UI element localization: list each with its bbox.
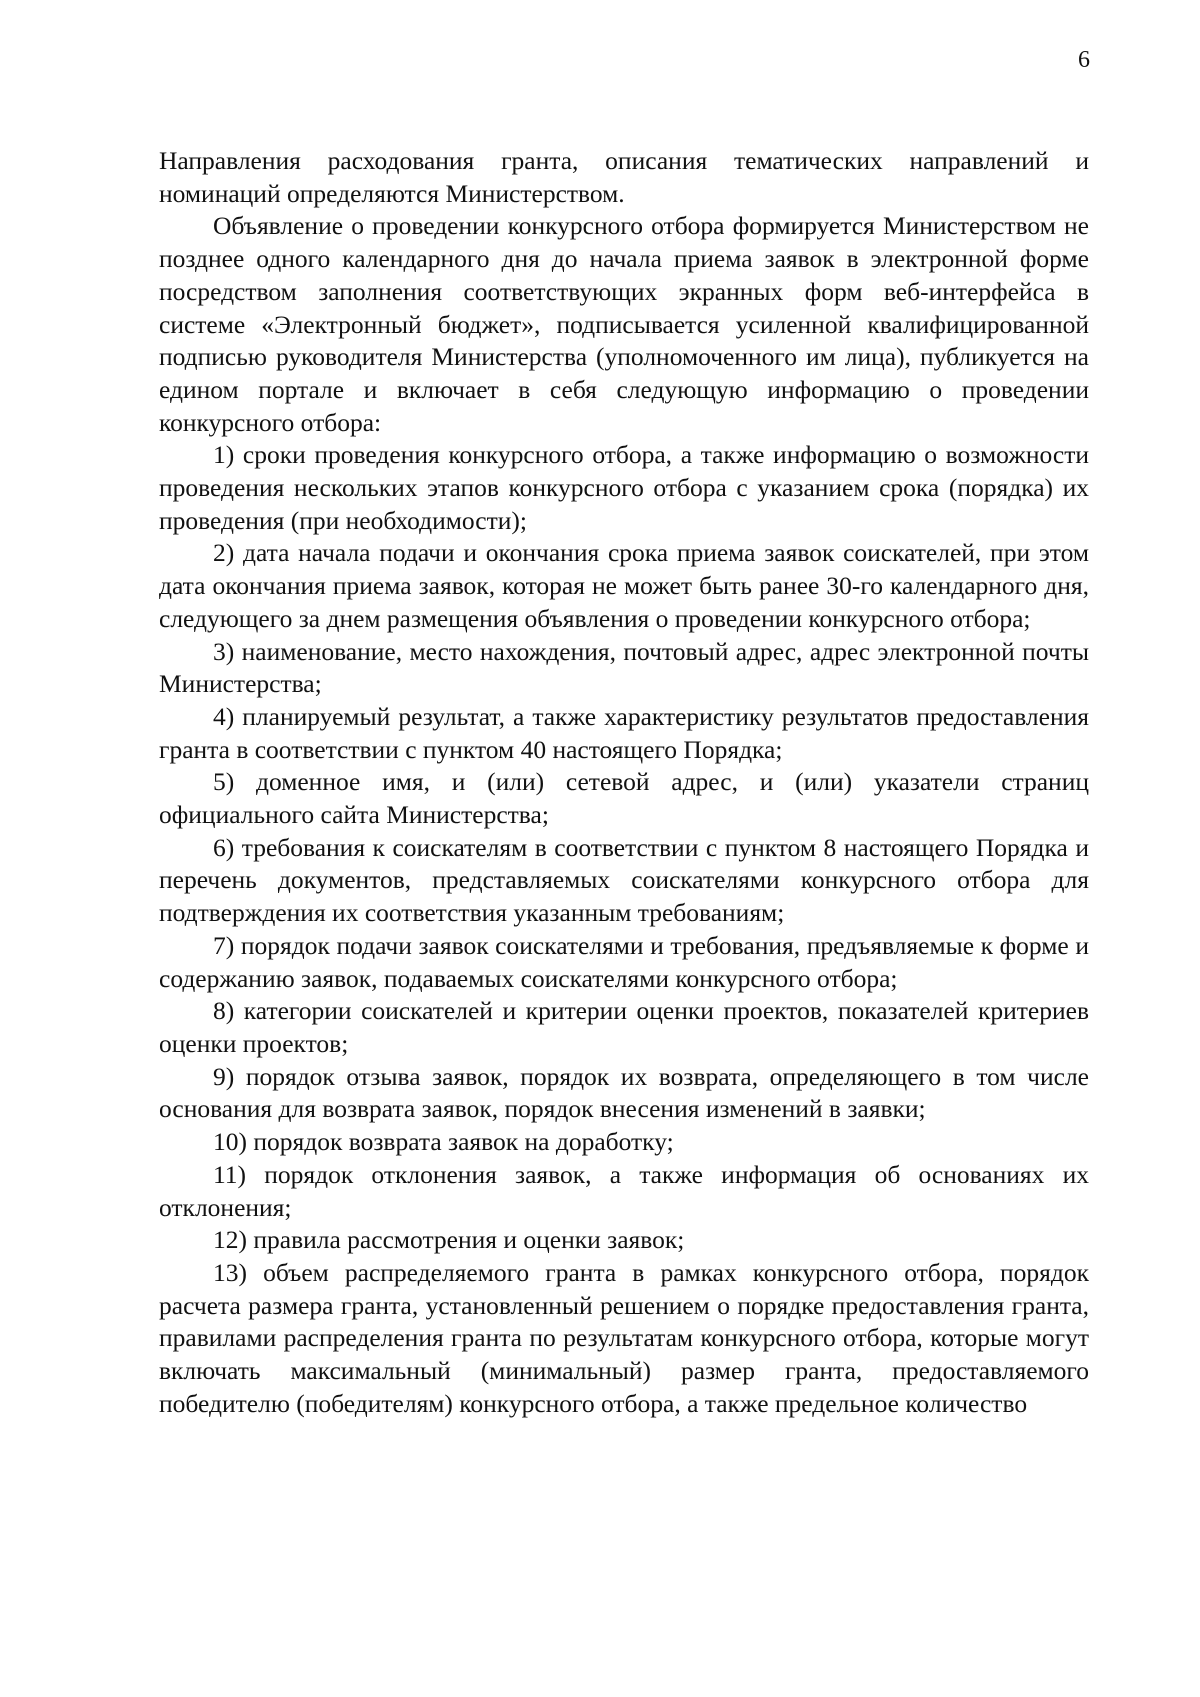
paragraph: 11) порядок отклонения заявок, а также информация об основаниях их отклонения; — [159, 1159, 1089, 1222]
paragraph: 1) сроки проведения конкурсного отбора, а также информацию о возможности проведения нескольких этапов конкурсного отбора с указанием срока (порядка) их проведения (при необходимости); — [159, 440, 1089, 535]
paragraph: 10) порядок возврата заявок на доработку; — [213, 1127, 674, 1157]
paragraph: 13) объем распределяемого гранта в рамках конкурсного отбора, порядок расчета размера гранта, установленный решением о порядке предоставления гранта, правилами распределения гранта по результатам конкурсного отбора, которые могут включать максимальный (минимальный) размер гранта, предоставляемого победителю (победителям) конкурсного отбора, а также предельное количество — [159, 1257, 1089, 1418]
paragraph: 6) требования к соискателям в соответствии с пунктом 8 настоящего Порядка и перечень документов, представляемых соискателями конкурсного отбора для подтверждения их соответствия указанным требованиям; — [159, 832, 1089, 928]
paragraph: Объявление о проведении конкурсного отбора формируется Министерством не позднее одного календарного дня до начала приема заявок в электронной форме посредством заполнения соответствующих экранных форм веб-интерфейса в системе «Электронный бюджет», подписывается усиленной квалифицированной подписью руководителя Министерства (уполномоченного им лица), публикуется на едином портале и включает в себя следующую информацию о проведении конкурсного отбора: — [159, 211, 1089, 437]
paragraph: 8) категории соискателей и критерии оценки проектов, показателей критериев оценки проектов; — [159, 996, 1089, 1058]
paragraph: 3) наименование, место нахождения, почтовый адрес, адрес электронной почты Министерства; — [159, 636, 1089, 699]
paragraph: 12) правила рассмотрения и оценки заявок; — [213, 1225, 685, 1255]
page-number: 6 — [1078, 47, 1090, 73]
paragraph: 2) дата начала подачи и окончания срока приема заявок соискателей, при этом дата окончания приема заявок, которая не может быть ранее 30-го календарного дня, следующего за днем размещения объявления о проведении конкурсного отбора; — [159, 538, 1089, 633]
document-body — [159, 145, 1089, 1420]
paragraph: 7) порядок подачи заявок соискателями и требования, предъявляемые к форме и содержанию заявок, подаваемых соискателями конкурсного отбора; — [159, 930, 1089, 993]
paragraph: Направления расходования гранта, описания тематических направлений и номинаций определяются Министерством. — [159, 146, 1089, 208]
paragraph: 5) доменное имя, и (или) сетевой адрес, и (или) указатели страниц официального сайта Министерства; — [159, 767, 1089, 830]
paragraph: 9) порядок отзыва заявок, порядок их возврата, определяющего в том числе основания для возврата заявок, порядок внесения изменений в заявки; — [159, 1061, 1089, 1124]
paragraph: 4) планируемый результат, а также характеристику результатов предоставления гранта в соответствии с пунктом 40 настоящего Порядка; — [159, 701, 1089, 764]
